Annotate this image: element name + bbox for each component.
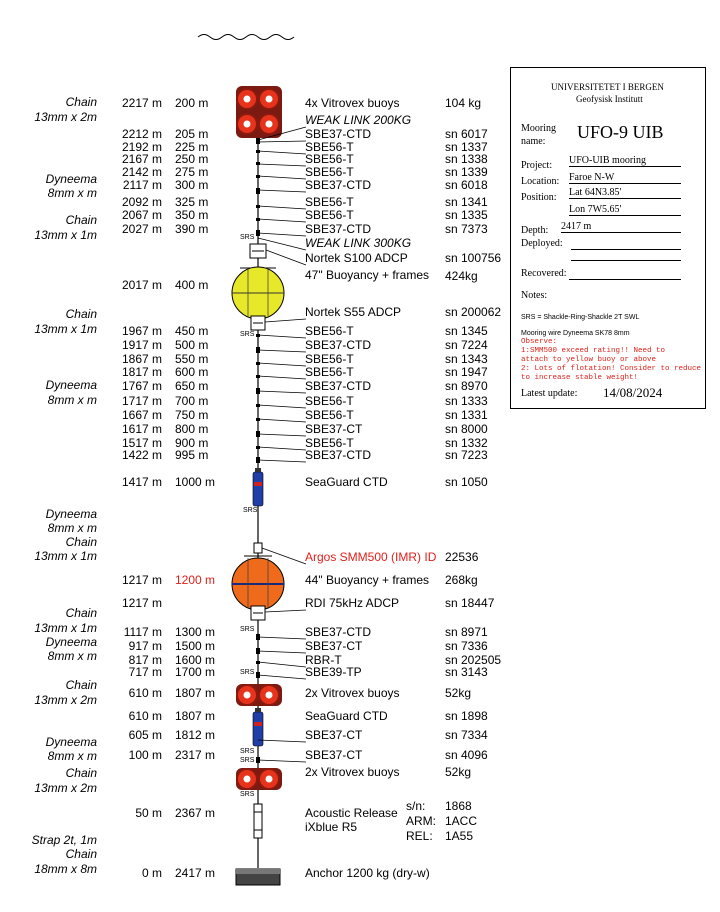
srs-label: SRS xyxy=(240,748,255,755)
longitude-value: Lon 7W5.65' xyxy=(569,204,681,216)
instrument-depth: 350 m xyxy=(175,208,209,222)
release-key: s/n: xyxy=(406,799,426,813)
instrument-label: SeaGuard CTD xyxy=(305,475,388,489)
release-value: 1ACC xyxy=(445,814,478,828)
position-label: Position: xyxy=(521,192,557,203)
observation-1b: attach to yellow buoy or above xyxy=(521,356,657,364)
height-above-bottom: 2192 m xyxy=(121,140,162,154)
latest-update-label: Latest update: xyxy=(521,388,578,399)
serial-number: sn 8971 xyxy=(445,625,488,639)
institution: UNIVERSITETET I BERGEN xyxy=(551,82,664,92)
instrument-label: 2x Vitrovex buoys xyxy=(305,686,400,700)
instrument-label: SBE37-CTD xyxy=(305,448,372,462)
location-label: Location: xyxy=(521,176,560,187)
height-above-bottom: 1717 m xyxy=(121,394,162,408)
srs-label: SRS xyxy=(240,626,255,633)
notes-label: Notes: xyxy=(521,290,548,301)
mooring-label: Mooring xyxy=(521,123,556,134)
height-above-bottom: 2217 m xyxy=(121,96,162,110)
srs-note: SRS = Shackle-Ring-Shackle 2T SWL xyxy=(521,314,640,321)
recovered-line xyxy=(569,268,681,280)
instrument-depth: 2317 m xyxy=(175,748,216,762)
instrument-depth: 600 m xyxy=(175,365,209,379)
height-above-bottom: 2027 m xyxy=(121,222,162,236)
height-above-bottom: 1767 m xyxy=(121,379,162,393)
instrument-label: Anchor 1200 kg (dry-w) xyxy=(305,866,430,880)
line-segment-label: 13mm x 2m xyxy=(34,693,97,707)
project-label: Project: xyxy=(521,160,553,171)
instrument-label: RDI 75kHz ADCP xyxy=(305,596,400,610)
serial-number: sn 7336 xyxy=(445,639,488,653)
serial-number: sn 7224 xyxy=(445,338,488,352)
srs-label: SRS xyxy=(240,757,255,764)
srs-label: SRS xyxy=(240,791,255,798)
serial-number: sn 202505 xyxy=(445,653,502,667)
serial-number: 52kg xyxy=(445,765,472,779)
instrument-depth: 325 m xyxy=(175,195,209,209)
serial-number: sn 1338 xyxy=(445,152,488,166)
line-segment-label: Chain xyxy=(65,535,97,549)
instrument-depth: 1500 m xyxy=(175,639,216,653)
wire-note: Mooring wire Dyneema SK78 8mm xyxy=(521,330,630,337)
serial-number: sn 1050 xyxy=(445,475,488,489)
serial-number: 268kg xyxy=(445,573,478,587)
line-segment-label: 13mm x 1m xyxy=(34,621,97,635)
instrument-depth: 205 m xyxy=(175,127,209,141)
department: Geofysisk Institutt xyxy=(576,94,643,104)
instrument-label: SBE39-TP xyxy=(305,665,362,679)
height-above-bottom: 2067 m xyxy=(121,208,162,222)
instrument-label: SBE56-T xyxy=(305,208,354,222)
serial-number: sn 1339 xyxy=(445,165,488,179)
line-segment-label: Chain xyxy=(65,766,97,780)
line-segment-label: 13mm x 1m xyxy=(34,228,97,242)
instrument-label: SBE37-CTD xyxy=(305,222,372,236)
instrument-label: 44" Buoyancy + frames xyxy=(305,573,429,587)
instrument-depth: 1807 m xyxy=(175,686,216,700)
instrument-label: SBE37-CT xyxy=(305,728,363,742)
latitude-value: Lat 64N3.85' xyxy=(569,187,681,199)
instrument-label: WEAK LINK 200KG xyxy=(305,113,412,127)
instrument-depth: 400 m xyxy=(175,278,209,292)
anchor xyxy=(236,869,280,885)
sea-surface-wave xyxy=(198,35,294,40)
serial-number: sn 7223 xyxy=(445,448,488,462)
line-segment-label: 8mm x m xyxy=(47,521,97,535)
instrument-depth: 650 m xyxy=(175,379,209,393)
serial-number: sn 1335 xyxy=(445,208,488,222)
instrument-depth: 2417 m xyxy=(175,866,216,880)
serial-number: sn 1337 xyxy=(445,140,488,154)
line-segment-label: 13mm x 2m xyxy=(34,781,97,795)
mooring-name: UFO-9 UIB xyxy=(577,122,664,142)
height-above-bottom: 1617 m xyxy=(121,422,162,436)
instrument-depth: 700 m xyxy=(175,394,209,408)
line-segment-label: Strap 2t, 1m xyxy=(31,833,97,847)
height-above-bottom: 2117 m xyxy=(122,178,162,192)
instrument-label: WEAK LINK 300KG xyxy=(305,236,412,250)
instrument-label: SBE37-CTD xyxy=(305,178,372,192)
instrument-label: Acoustic Release xyxy=(305,806,398,820)
instrument-label: SBE37-CT xyxy=(305,748,363,762)
instrument-depth: 900 m xyxy=(175,436,209,450)
serial-number: sn 6018 xyxy=(445,178,488,192)
release-key: ARM: xyxy=(406,814,436,828)
height-above-bottom: 2212 m xyxy=(121,127,162,141)
serial-number: sn 6017 xyxy=(445,127,488,141)
serial-number: sn 7334 xyxy=(445,728,488,742)
instrument-label: SBE37-CTD xyxy=(305,127,372,141)
instrument-label: SBE56-T xyxy=(305,408,354,422)
height-above-bottom: 1917 m xyxy=(121,338,162,352)
instrument-depth: 1300 m xyxy=(175,625,216,639)
serial-number: sn 4096 xyxy=(445,748,488,762)
line-segment-label: Chain xyxy=(65,606,97,620)
mooring-info-box xyxy=(510,67,706,409)
serial-number: sn 8970 xyxy=(445,379,488,393)
line-segment-label: Chain xyxy=(65,678,97,692)
serial-number: sn 100756 xyxy=(445,251,502,265)
yellow-buoyancy-47 xyxy=(232,244,284,330)
release-value: 1868 xyxy=(445,799,472,813)
height-above-bottom: 610 m xyxy=(128,709,162,723)
instrument-depth: 550 m xyxy=(175,352,209,366)
instrument-depth: 2367 m xyxy=(175,806,216,820)
height-above-bottom: 50 m xyxy=(135,806,162,820)
height-above-bottom: 717 m xyxy=(128,665,162,679)
observation-1a: 1:SMM500 exceed rating!! Need to xyxy=(521,347,666,355)
instrument-depth: 1000 m xyxy=(175,475,216,489)
line-segment-label: 8mm x m xyxy=(47,749,97,763)
height-above-bottom: 1517 m xyxy=(121,436,162,450)
line-segment-label: Dyneema xyxy=(45,378,97,392)
depth-label: Depth: xyxy=(521,225,549,236)
serial-number: 104 kg xyxy=(445,96,482,110)
instrument-depth: 800 m xyxy=(175,422,209,436)
serial-number: sn 1341 xyxy=(445,195,488,209)
line-segment-label: Dyneema xyxy=(45,172,97,186)
instrument-label: 2x Vitrovex buoys xyxy=(305,765,400,779)
release-key: REL: xyxy=(406,829,433,843)
line-segment-label: 13mm x 1m xyxy=(34,549,97,563)
serial-number: sn 1345 xyxy=(445,324,488,338)
instrument-label: SeaGuard CTD xyxy=(305,709,388,723)
vitrovex-buoys-2x-upper xyxy=(236,684,282,706)
instrument-label: SBE56-T xyxy=(305,165,354,179)
line-segment-label: 13mm x 1m xyxy=(34,322,97,336)
serial-number: sn 1947 xyxy=(445,365,488,379)
observation-2a: 2: Lots of flotation! Consider to reduce xyxy=(521,365,702,373)
height-above-bottom: 1217 m xyxy=(121,573,162,587)
instrument-label: Argos SMM500 (IMR) ID xyxy=(305,550,437,564)
height-above-bottom: 1417 m xyxy=(121,475,162,489)
height-above-bottom: 605 m xyxy=(128,728,162,742)
recovered-label: Recovered: xyxy=(521,268,567,279)
instrument-depth: 200 m xyxy=(175,96,209,110)
instrument-label: SBE56-T xyxy=(305,195,354,209)
instrument-depth: 1807 m xyxy=(175,709,216,723)
serial-number: sn 1333 xyxy=(445,394,488,408)
height-above-bottom: 1867 m xyxy=(121,352,162,366)
name-label: name: xyxy=(521,136,546,147)
instrument-depth: 750 m xyxy=(175,408,209,422)
instrument-label: SBE37-CT xyxy=(305,422,363,436)
srs-label: SRS xyxy=(240,234,255,241)
instrument-label: SBE56-T xyxy=(305,140,354,154)
height-above-bottom: 917 m xyxy=(128,639,162,653)
observation-2b: to increase stable weight! xyxy=(521,374,639,382)
leader-lines xyxy=(258,127,306,762)
line-segment-label: Chain xyxy=(65,213,97,227)
instrument-label: SBE37-CTD xyxy=(305,625,372,639)
line-segment-label: 18mm x 8m xyxy=(34,862,97,876)
instrument-depth: 250 m xyxy=(175,152,209,166)
instrument-depth: 500 m xyxy=(175,338,209,352)
instrument-depth: 1700 m xyxy=(175,665,216,679)
instrument-depth: 1812 m xyxy=(175,728,216,742)
serial-number: sn 1331 xyxy=(445,408,488,422)
instrument-label: SBE37-CTD xyxy=(305,338,372,352)
serial-number: sn 200062 xyxy=(445,305,502,319)
line-segment-label: 8mm x m xyxy=(47,649,97,663)
serial-number: sn 7373 xyxy=(445,222,488,236)
release-value: 1A55 xyxy=(445,829,474,843)
height-above-bottom: 610 m xyxy=(128,686,162,700)
serial-number: sn 1898 xyxy=(445,709,488,723)
instrument-label: SBE37-CT xyxy=(305,639,363,653)
deployed-line xyxy=(571,238,681,250)
serial-number: sn 18447 xyxy=(445,596,495,610)
instrument-label: SBE56-T xyxy=(305,365,354,379)
instrument-depth: 1200 m xyxy=(175,573,216,587)
instrument-depth: 390 m xyxy=(175,222,209,236)
project-value: UFO-UIB mooring xyxy=(569,155,681,167)
deployed-label: Deployed: xyxy=(521,238,563,249)
line-segment-label: 8mm x m xyxy=(47,393,97,407)
instrument-label: iXblue R5 xyxy=(305,820,358,834)
seaguard-ctd-1 xyxy=(253,468,263,506)
srs-label: SRS xyxy=(240,669,255,676)
instrument-label: Nortek S100 ADCP xyxy=(305,251,408,265)
instrument-depth: 275 m xyxy=(175,165,209,179)
instrument-depth: 450 m xyxy=(175,324,209,338)
instrument-depth: 995 m xyxy=(175,448,209,462)
serial-number: sn 3143 xyxy=(445,665,488,679)
line-segment-label: Chain xyxy=(65,307,97,321)
height-above-bottom: 2017 m xyxy=(121,278,162,292)
instrument-label: Nortek S55 ADCP xyxy=(305,305,402,319)
height-above-bottom: 100 m xyxy=(128,748,162,762)
instrument-label: SBE37-CTD xyxy=(305,379,372,393)
vitrovex-buoys-4x xyxy=(236,86,282,138)
height-above-bottom: 2142 m xyxy=(121,165,162,179)
instrument-label: SBE56-T xyxy=(305,352,354,366)
instrument-depth: 1600 m xyxy=(175,653,216,667)
line-segment-label: Dyneema xyxy=(45,735,97,749)
srs-label: SRS xyxy=(240,331,255,338)
height-above-bottom: 1817 m xyxy=(121,365,162,379)
serial-number: sn 1332 xyxy=(445,436,488,450)
instrument-label: SBE56-T xyxy=(305,436,354,450)
srs-label: SRS xyxy=(243,507,258,514)
vitrovex-buoys-2x-lower xyxy=(236,768,282,790)
latest-update-value: 14/08/2024 xyxy=(603,385,663,400)
height-above-bottom: 1217 m xyxy=(121,596,162,610)
height-above-bottom: 1422 m xyxy=(121,448,162,462)
serial-number: 424kg xyxy=(445,269,478,283)
line-segment-label: Dyneema xyxy=(45,507,97,521)
height-above-bottom: 2167 m xyxy=(121,152,162,166)
depth-value: 2417 m xyxy=(561,221,681,233)
instrument-depth: 225 m xyxy=(175,140,209,154)
serial-number: 52kg xyxy=(445,686,472,700)
instrument-label: SBE56-T xyxy=(305,152,354,166)
location-value: Faroe N-W xyxy=(569,172,681,184)
deployed-line-2 xyxy=(571,252,681,261)
height-above-bottom: 1117 m xyxy=(123,625,162,639)
instrument-label: SBE56-T xyxy=(305,324,354,338)
line-segment-label: Dyneema xyxy=(45,635,97,649)
height-above-bottom: 817 m xyxy=(128,653,162,667)
height-above-bottom: 0 m xyxy=(141,866,162,880)
serial-number: 22536 xyxy=(445,550,479,564)
line-segment-label: Chain xyxy=(65,847,97,861)
height-above-bottom: 1667 m xyxy=(121,408,162,422)
instrument-label: 47" Buoyancy + frames xyxy=(305,268,429,282)
height-above-bottom: 1967 m xyxy=(121,324,162,338)
line-segment-label: 8mm x m xyxy=(47,186,97,200)
instrument-label: SBE56-T xyxy=(305,394,354,408)
instrument-label: 4x Vitrovex buoys xyxy=(305,96,400,110)
line-segment-label: Chain xyxy=(65,95,97,109)
line-segment-label: 13mm x 2m xyxy=(34,110,97,124)
acoustic-release xyxy=(254,804,262,838)
height-above-bottom: 2092 m xyxy=(121,195,162,209)
observe-label: Observe: xyxy=(521,338,558,346)
serial-number: sn 8000 xyxy=(445,422,488,436)
instrument-depth: 300 m xyxy=(175,178,209,192)
instrument-label: RBR-T xyxy=(305,653,342,667)
serial-number: sn 1343 xyxy=(445,352,488,366)
